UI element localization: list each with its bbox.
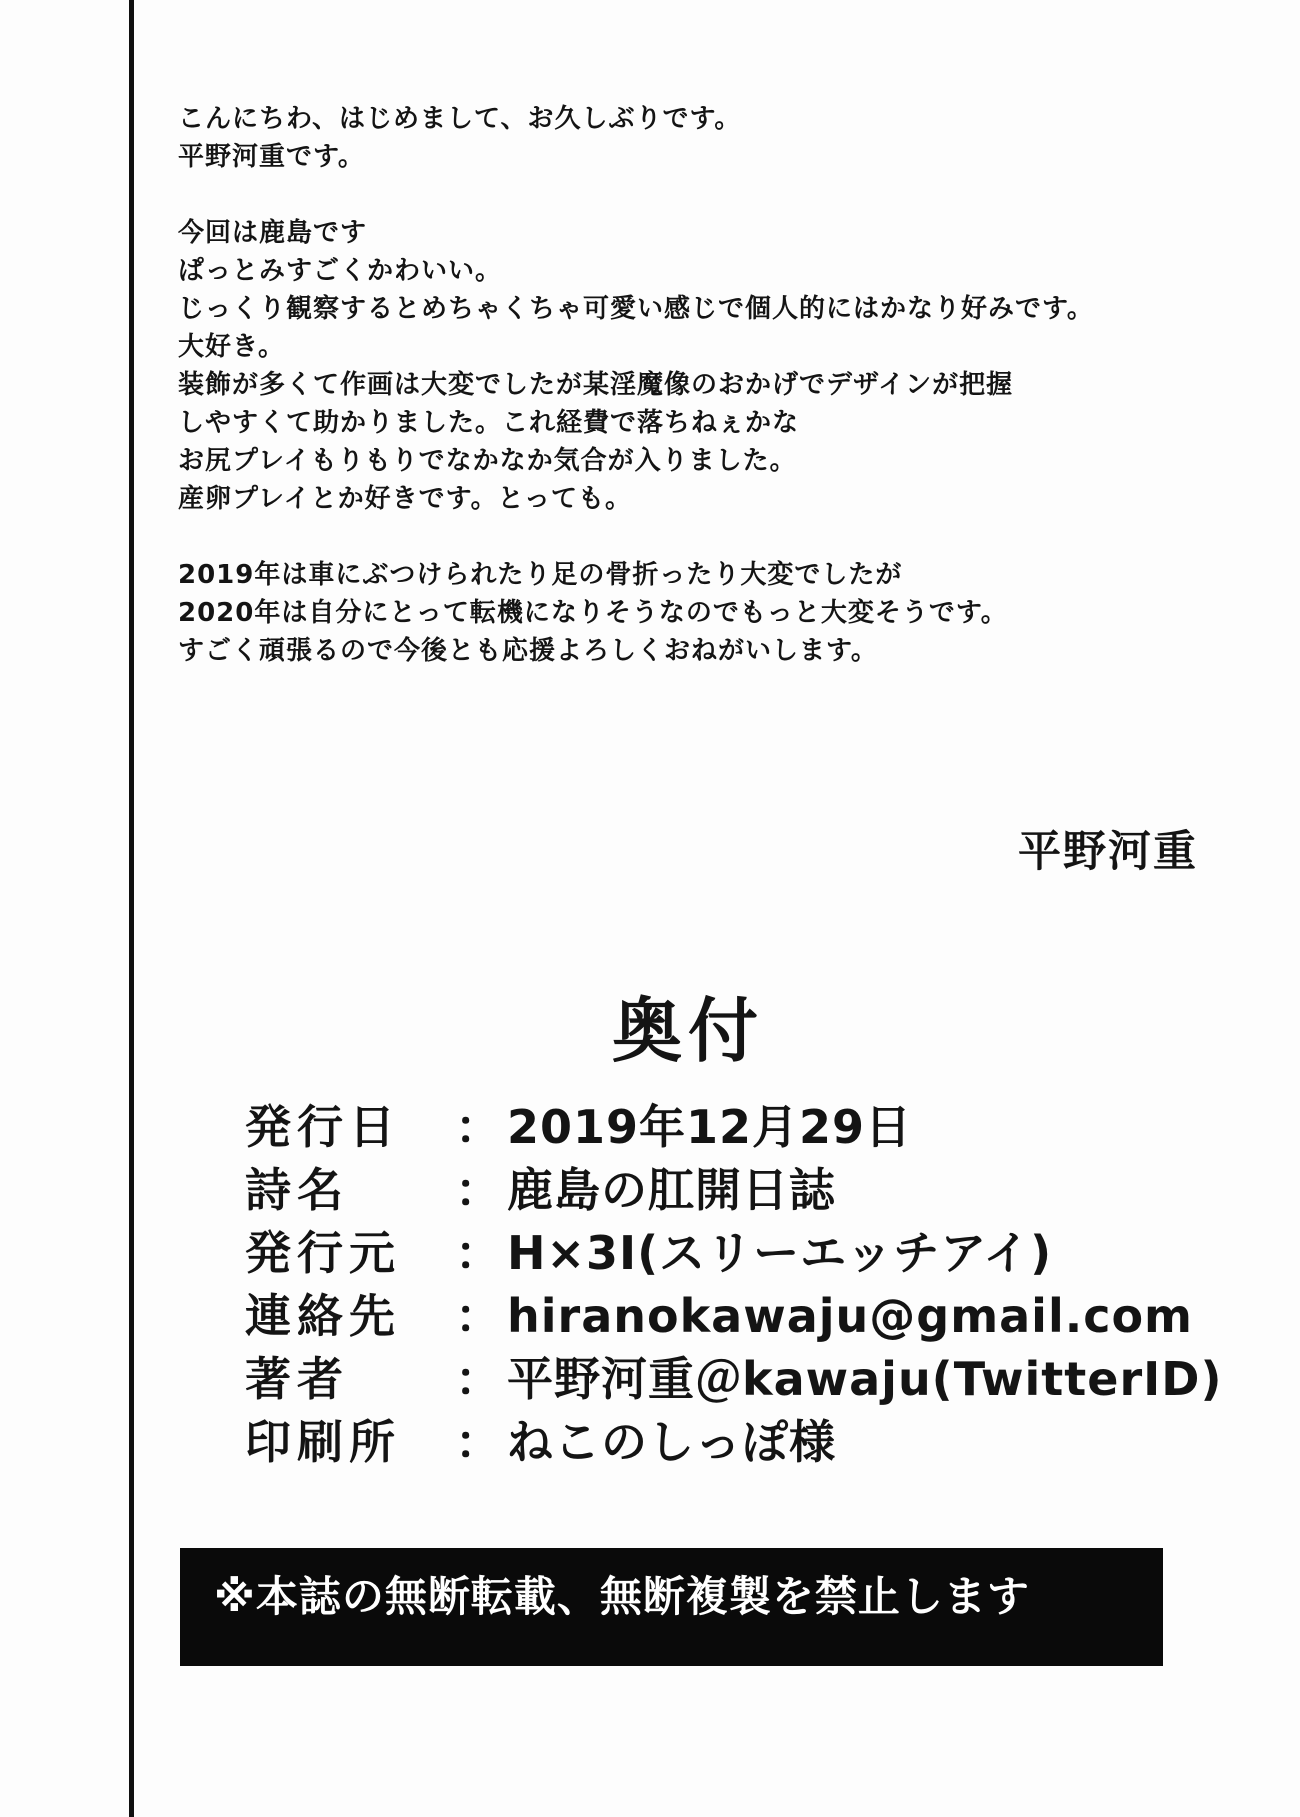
colophon-row [245, 1348, 1222, 1411]
colophon-label: 著者 [245, 1352, 349, 1406]
afterword-line: 大好き。 [178, 332, 285, 362]
colophon-row [245, 1285, 1222, 1348]
colophon-block [245, 1096, 1222, 1474]
colophon-value: hiranokawaju@gmail.com [507, 1289, 1193, 1343]
afterword-line: 今回は鹿島です [178, 218, 368, 248]
afterword-line: こんにちわ、はじめまして、お久しぶりです。 [178, 104, 742, 134]
afterword-line: 産卵プレイとか好きです。とっても。 [178, 484, 633, 514]
afterword-line: ぱっとみすごくかわいい。 [178, 256, 503, 286]
colophon-row [245, 1411, 1222, 1474]
afterword-line: しやすくて助かりました。これ経費で落ちねぇかな [178, 408, 800, 438]
colophon-label: 連絡先 [245, 1289, 401, 1343]
copyright-notice-text: ※本誌の無断転載、無断複製を禁止します [214, 1572, 1030, 1621]
colophon-separator: ： [455, 1289, 501, 1343]
afterword-line: 装飾が多くて作画は大変でしたが某淫魔像のおかげでデザインが把握 [178, 370, 1014, 400]
colophon-value: 鹿島の肛開日誌 [507, 1163, 836, 1217]
author-signature: 平野河重 [1018, 827, 1198, 877]
colophon-separator: ： [455, 1163, 501, 1217]
afterword-line: お尻プレイもりもりでなかなか気合が入りました。 [178, 446, 797, 476]
colophon-row [245, 1159, 1222, 1222]
afterword-line: じっくり観察するとめちゃくちゃ可愛い感じで個人的にはかなり好みです。 [178, 294, 1094, 324]
afterword-message [178, 100, 1238, 670]
page-border-line [129, 0, 134, 1817]
colophon-value: 平野河重＠kawaju(TwitterID) [507, 1352, 1223, 1406]
afterword-line: 2020年は自分にとって転機になりそうなのでもっと大変そうです。 [178, 598, 1008, 628]
afterword-line [178, 518, 1238, 556]
afterword-line [178, 176, 1238, 214]
copyright-notice-banner [180, 1548, 1163, 1666]
colophon-value: 2019年12月29日 [507, 1100, 913, 1154]
colophon-title: 奥付 [612, 990, 764, 1072]
colophon-row [245, 1222, 1222, 1285]
colophon-separator: ： [455, 1226, 501, 1280]
colophon-separator: ： [455, 1415, 501, 1469]
afterword-line: すごく頑張るので今後とも応援よろしくおねがいします。 [178, 636, 878, 666]
colophon-label: 発行日 [245, 1100, 401, 1154]
afterword-line: 2019年は車にぶつけられたり足の骨折ったり大変でしたが [178, 560, 903, 590]
colophon-value: H×3I(スリーエッチアイ) [507, 1226, 1053, 1280]
colophon-separator: ： [455, 1100, 501, 1154]
colophon-row [245, 1096, 1222, 1159]
colophon-value: ねこのしっぽ様 [507, 1415, 836, 1469]
colophon-label: 詩名 [245, 1163, 349, 1217]
colophon-label: 発行元 [245, 1226, 401, 1280]
afterword-line: 平野河重です。 [178, 142, 365, 172]
colophon-separator: ： [455, 1352, 501, 1406]
colophon-label: 印刷所 [245, 1415, 401, 1469]
